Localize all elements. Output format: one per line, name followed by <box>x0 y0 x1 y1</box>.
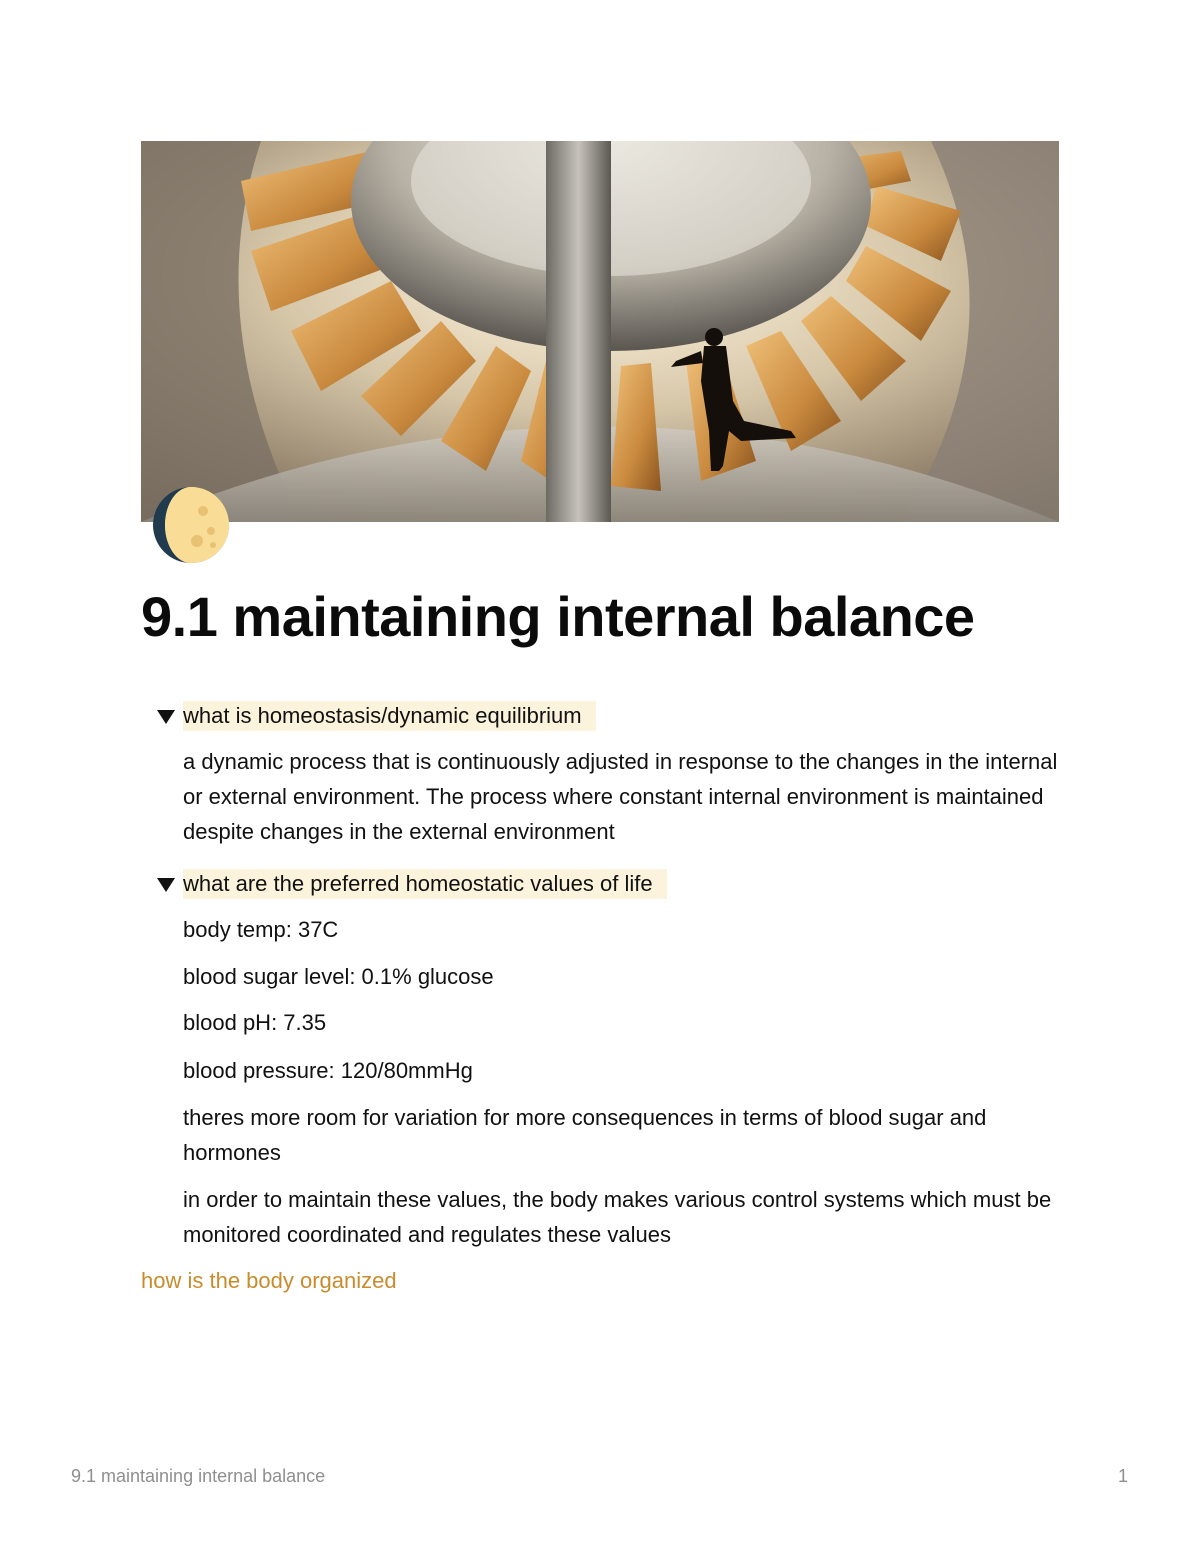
paragraph-blood-sugar: blood sugar level: 0.1% glucose <box>183 964 494 989</box>
page-title: 9.1 maintaining internal balance <box>141 585 975 648</box>
footer-title: 9.1 maintaining internal balance <box>71 1466 326 1486</box>
waxing-gibbous-moon-icon <box>151 485 231 565</box>
paragraph-control-systems: in order to maintain these values, the body makes various control systems which must be monitored coordinated and regulates these values <box>183 1187 1052 1247</box>
toggle-homeostatic-values[interactable] <box>157 869 667 899</box>
paragraph-blood-pressure: blood pressure: 120/80mmHg <box>183 1058 473 1083</box>
heading-body-organized[interactable]: how is the body organized <box>141 1268 397 1293</box>
toggle-label[interactable]: what is homeostasis/dynamic equilibrium <box>183 701 596 731</box>
paragraph-body-temp: body temp: 37C <box>183 917 339 942</box>
paragraph-blood-ph: blood pH: 7.35 <box>183 1010 327 1035</box>
triangle-down-icon[interactable] <box>157 710 175 724</box>
footer-page-number: 1 <box>1118 1466 1129 1486</box>
wind-tunnel-fan-photo <box>141 141 1059 522</box>
paragraph-variation: theres more room for variation for more consequences in terms of blood sugar and hormones <box>183 1105 987 1165</box>
toggle-label[interactable]: what are the preferred homeostatic values of life <box>183 869 667 899</box>
triangle-down-icon[interactable] <box>157 878 175 892</box>
paragraph-homeostasis-definition: a dynamic process that is continuously adjusted in response to the changes in the internal or external environment. The process where constant internal environment is maintained despite changes in the external environment <box>183 749 1058 844</box>
cover-image <box>141 141 1059 522</box>
toggle-homeostasis[interactable] <box>157 701 596 731</box>
